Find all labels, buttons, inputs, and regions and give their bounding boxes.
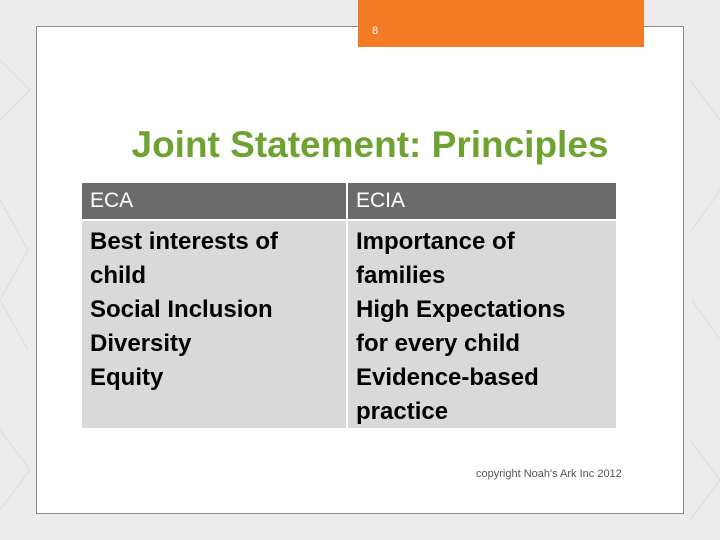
eca-principle-line: child <box>90 262 147 289</box>
copyright-footer: copyright Noah's Ark Inc 2012 <box>476 468 622 480</box>
ecia-principle-line: families <box>356 262 446 289</box>
ecia-principles-cell <box>348 221 616 428</box>
slide-number: 8 <box>372 25 379 37</box>
eca-principle-line: Social Inclusion <box>90 296 273 323</box>
ecia-principle-line: Importance of <box>356 228 515 255</box>
principles-table <box>82 183 616 428</box>
slide-title: Joint Statement: Principles <box>131 124 609 165</box>
table-header-ecia: ECIA <box>348 183 616 219</box>
table-header-eca: ECA <box>82 183 346 219</box>
ecia-principle-line: for every child <box>356 330 521 357</box>
eca-principles-cell <box>82 221 346 428</box>
eca-principle-line: Diversity <box>90 330 192 357</box>
eca-principle-line: Equity <box>90 364 164 391</box>
eca-principle-line: Best interests of <box>90 228 279 255</box>
ecia-principle-line: Evidence-based <box>356 364 539 391</box>
slide-number-tab <box>358 0 644 47</box>
ecia-principle-line: High Expectations <box>356 296 566 323</box>
ecia-principle-line: practice <box>356 398 449 425</box>
